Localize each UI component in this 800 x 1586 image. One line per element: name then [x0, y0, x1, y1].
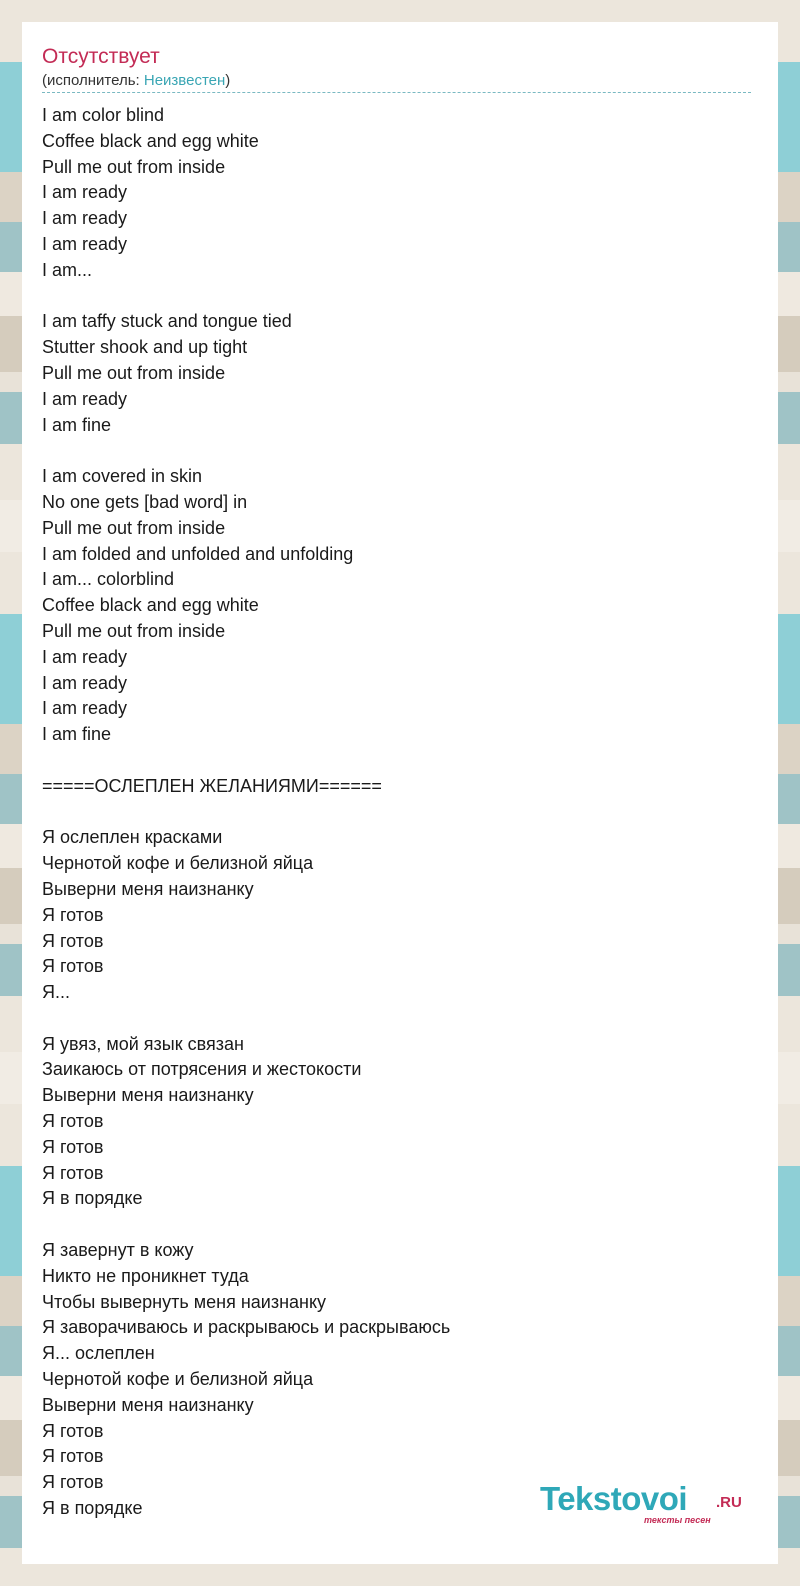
lyric-line: Я готов [42, 1420, 104, 1441]
lyric-line: I am folded and unfolded and unfolding [42, 543, 354, 564]
lyric-line: Я увяз, мой язык связан [42, 1033, 244, 1054]
lyric-line: I am ready [42, 233, 128, 254]
lyric-line: Выверни меня наизнанку [42, 1085, 254, 1106]
lyric-line: Никто не проникнет туда [42, 1265, 249, 1286]
lyric-line: Я готов [42, 930, 104, 951]
lyrics-body [42, 103, 742, 1522]
lyric-line [42, 284, 742, 310]
logo-tld: .RU [716, 1494, 742, 1511]
lyric-line: Чернотой кофе и белизной яйца [42, 1369, 314, 1390]
lyric-line: Выверни меня наизнанку [42, 878, 254, 899]
lyric-line: Я... ослеплен [42, 1343, 155, 1364]
lyric-line: Я готов [42, 956, 104, 977]
lyric-line: Я в порядке [42, 1498, 143, 1519]
lyric-line: Я готов [42, 1111, 104, 1132]
lyric-line: Чернотой кофе и белизной яйца [42, 853, 314, 874]
lyric-line: I am color blind [42, 105, 165, 125]
logo-tagline: тексты песен [644, 1515, 711, 1525]
lyric-line [42, 1212, 742, 1238]
lyric-line: Я завернут в кожу [42, 1240, 194, 1261]
lyric-line: I am ready [42, 672, 128, 693]
lyric-line: I am ready [42, 646, 128, 667]
lyric-line: I am fine [42, 414, 112, 435]
lyric-line [42, 800, 742, 826]
lyric-line: Выверни меня наизнанку [42, 1394, 254, 1415]
lyric-line: I am... colorblind [42, 569, 175, 590]
lyric-line: Stutter shook and up tight [42, 337, 248, 358]
lyric-line: Чтобы вывернуть меня наизнанку [42, 1291, 327, 1312]
site-logo[interactable] [540, 1480, 750, 1534]
lyric-line: I am ready [42, 182, 128, 203]
artist-link[interactable]: Неизвестен [143, 72, 226, 89]
artist-line [42, 72, 230, 90]
song-title: Отсутствует [42, 45, 160, 68]
artist-suffix: ) [225, 72, 231, 89]
lyric-line: I am ready [42, 208, 128, 229]
lyric-line: I am fine [42, 724, 112, 745]
lyric-line: Я в порядке [42, 1188, 143, 1209]
lyric-line: =====ОСЛЕПЛЕН ЖЕЛАНИЯМИ====== [42, 775, 382, 796]
lyric-line: Я ослеплен красками [42, 827, 223, 848]
lyric-line: Я готов [42, 904, 104, 925]
lyric-line: I am taffy stuck and tongue tied [42, 311, 292, 332]
lyric-line: Я заворачиваюсь и раскрываюсь и раскрываюсь [42, 1317, 451, 1338]
lyric-line: Coffee black and egg white [42, 595, 259, 616]
artist-prefix: (исполнитель: [42, 72, 144, 89]
lyric-line: Pull me out from inside [42, 362, 226, 383]
lyric-line [42, 438, 742, 464]
lyric-line: Pull me out from inside [42, 620, 226, 641]
lyric-line: Coffee black and egg white [42, 130, 259, 151]
lyric-line: I am... [42, 259, 93, 280]
lyric-line: I am ready [42, 388, 128, 409]
lyric-line [42, 748, 742, 774]
title-divider [42, 92, 751, 93]
lyric-line: No one gets [bad word] in [42, 491, 248, 512]
lyric-line: Заикаюсь от потрясения и жестокости [42, 1059, 362, 1080]
lyric-line: Я готов [42, 1446, 104, 1467]
lyric-line: I am covered in skin [42, 466, 203, 487]
lyric-line: Я готов [42, 1472, 104, 1493]
lyric-line: Pull me out from inside [42, 156, 226, 177]
lyric-line: Я... [42, 982, 71, 1003]
logo-name: Tekstovoi [540, 1480, 688, 1517]
lyric-line: Я готов [42, 1162, 104, 1183]
lyric-line: I am ready [42, 698, 128, 719]
lyric-line [42, 1006, 742, 1032]
lyric-line: Pull me out from inside [42, 517, 226, 538]
lyric-line: Я готов [42, 1136, 104, 1157]
lyrics-card [22, 22, 778, 1564]
